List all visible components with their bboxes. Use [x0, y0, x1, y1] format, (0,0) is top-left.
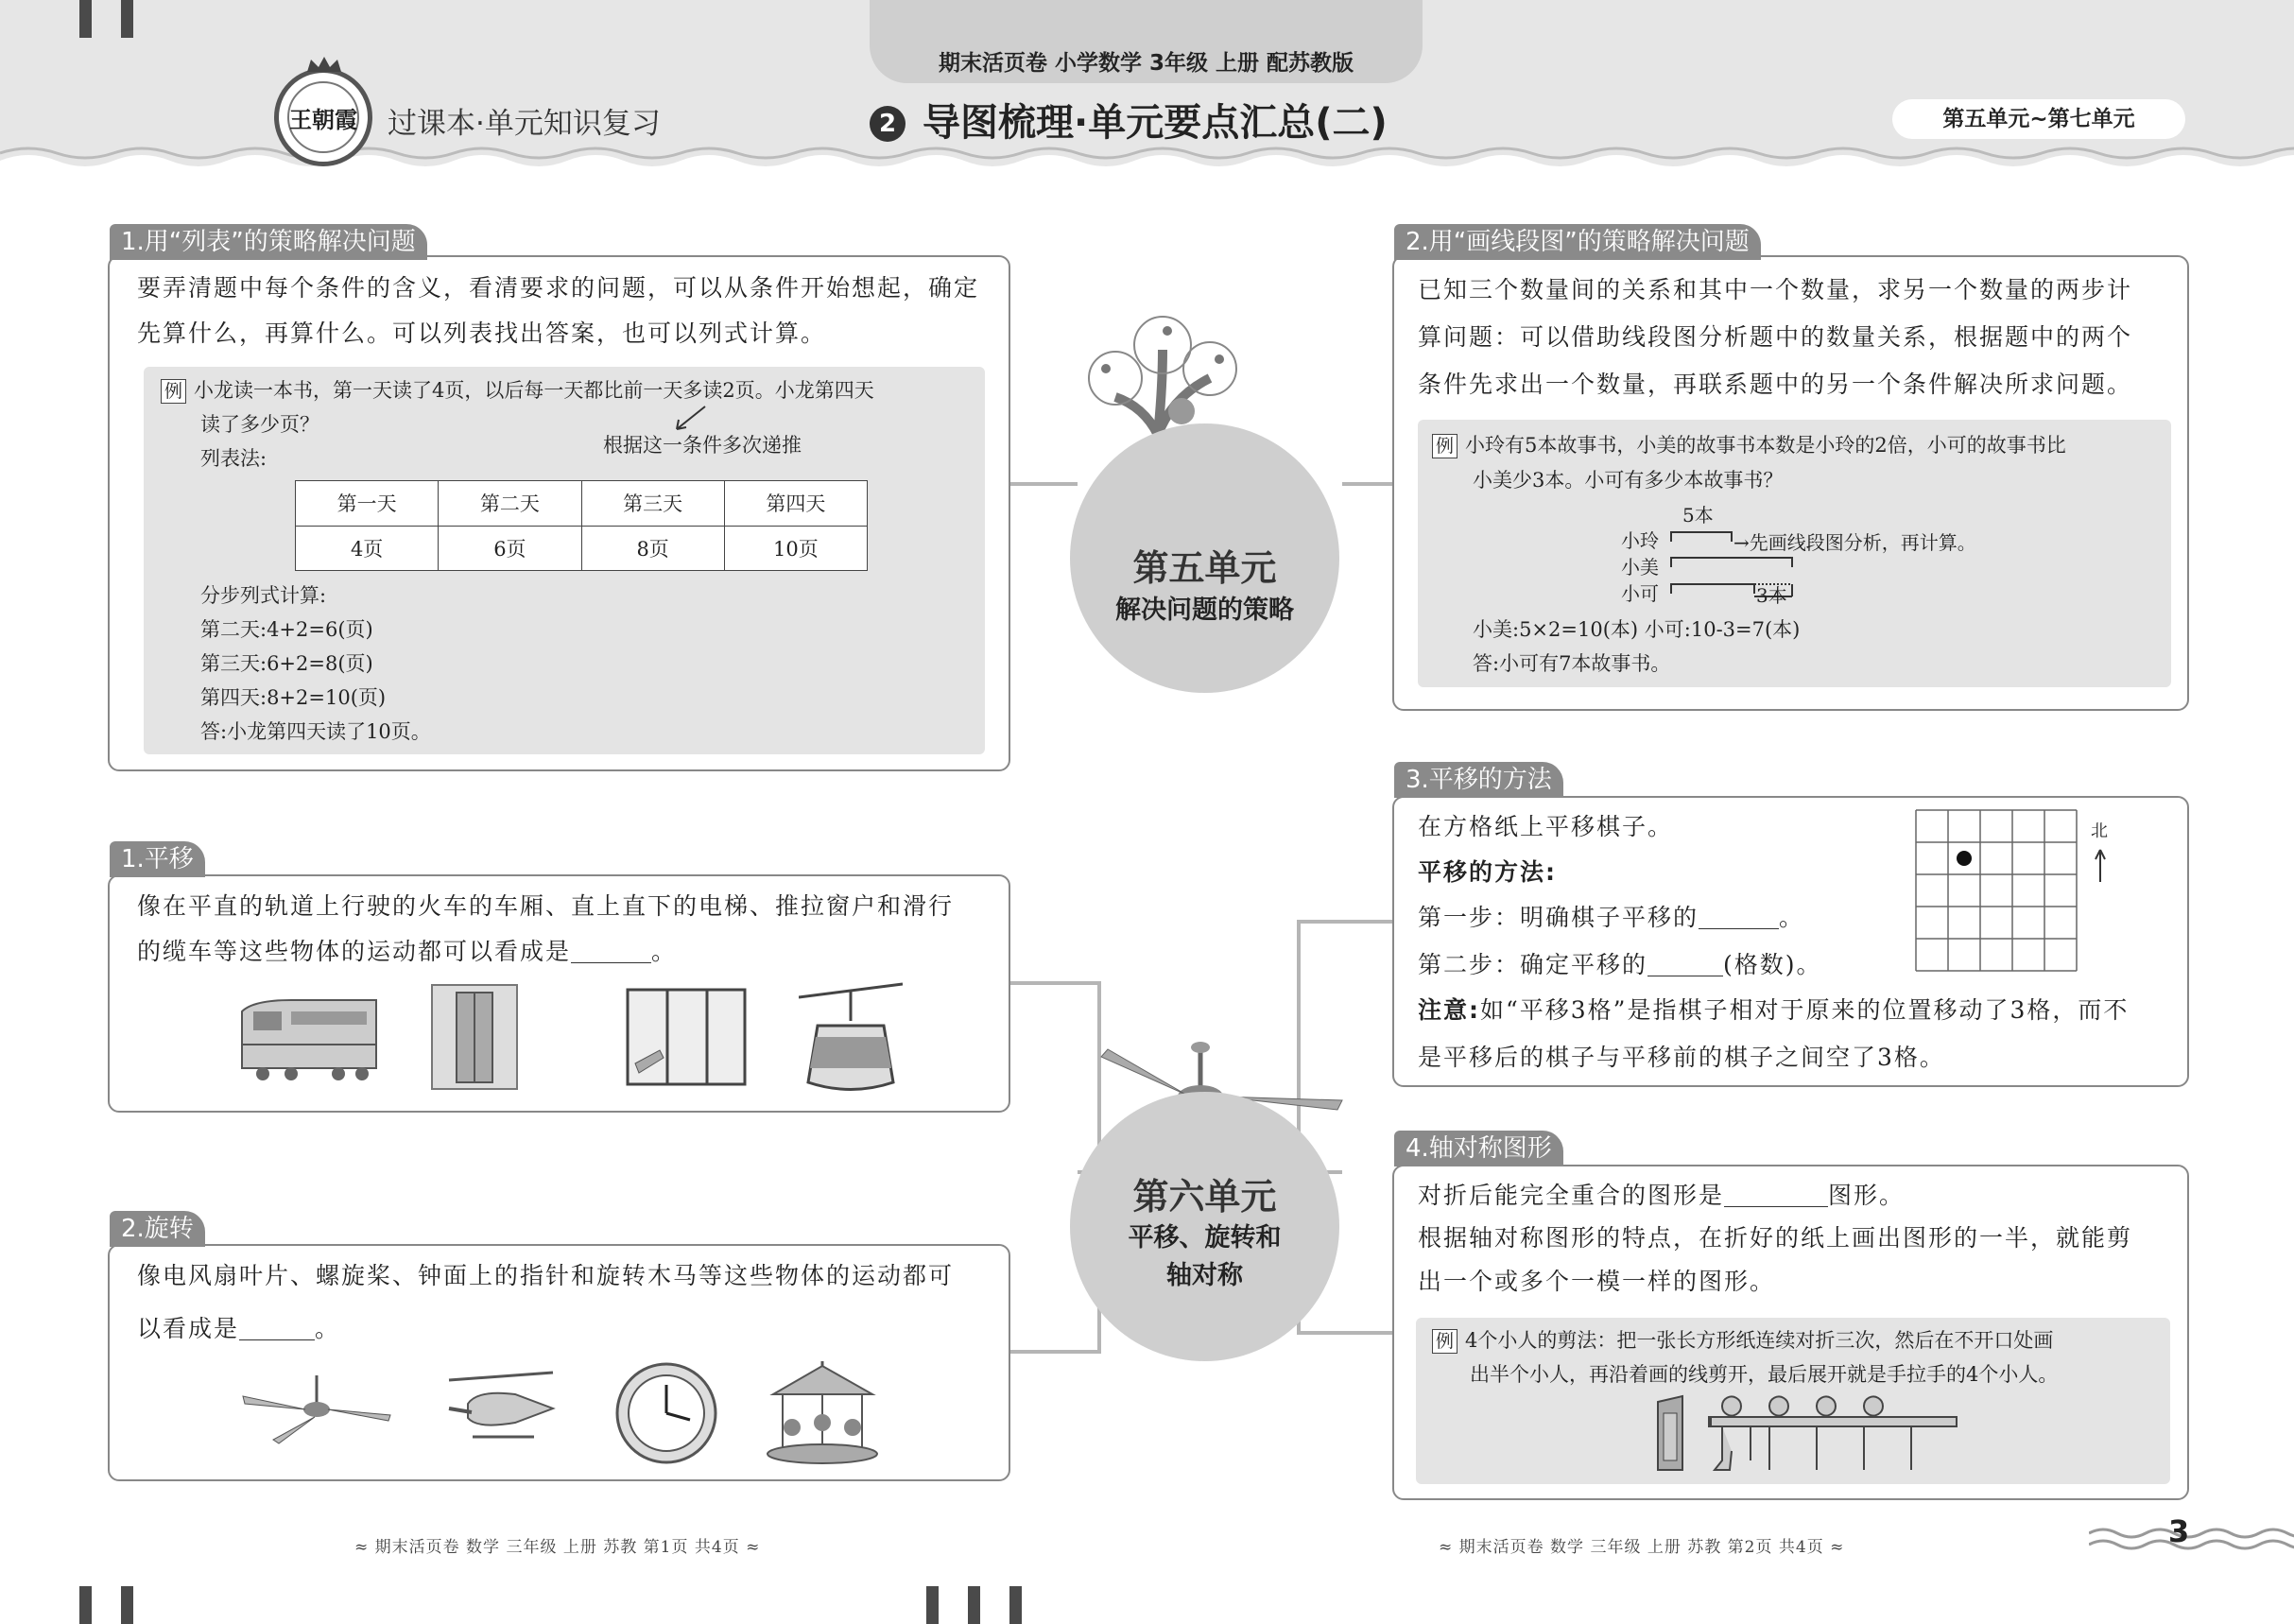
panel-text: 是平移后的棋子与平移前的棋子之间空了3格。 — [1418, 1044, 1945, 1071]
unit-range-badge: 第五单元~第七单元 — [1892, 99, 2185, 139]
diagram-name: 小玲 — [1621, 529, 1659, 552]
clock-icon — [614, 1361, 718, 1465]
panel-tab: 1.平移 — [110, 841, 205, 877]
train-icon — [234, 993, 381, 1082]
panel-text: 第一步：明确棋子平移的 。 — [1418, 904, 1805, 931]
table-cell: 6页 — [439, 526, 581, 571]
carousel-icon — [764, 1361, 882, 1465]
electric-fan-icon — [241, 1375, 392, 1446]
example-text: 例 4个小人的剪法：把一张长方形纸连续对折三次，然后在不开口处画 — [1432, 1323, 2053, 1357]
north-arrow-icon — [2093, 846, 2108, 884]
chess-piece — [1957, 851, 1972, 866]
unit6-subtitle: 轴对称 — [1166, 1261, 1243, 1290]
series-label: 期末活页卷 小学数学 3年级 上册 配苏教版 — [938, 51, 1354, 76]
example-text: 出半个小人，再沿着画的线剪开，最后展开就是手拉手的4个小人。 — [1470, 1363, 2059, 1386]
panel-tab: 2.旋转 — [110, 1211, 205, 1247]
calc-title: 分步列式计算: — [200, 584, 327, 607]
panel-text: 出一个或多个一模一样的图形。 — [1418, 1268, 1776, 1295]
panel-text: 算问题：可以借助线段图分析题中的数量关系，根据题中的两个 — [1418, 323, 2133, 351]
diagram-note: →先画线段图分析，再计算。 — [1733, 531, 1976, 554]
fill-blank — [1724, 1206, 1828, 1207]
diagram-label-top: 5本 — [1682, 504, 1714, 527]
cable-car-icon — [799, 978, 903, 1101]
panel-text: 先算什么，再算什么。可以列表找出答案，也可以列式计算。 — [137, 320, 827, 347]
table-header: 第四天 — [724, 481, 867, 527]
fill-blank — [239, 1339, 315, 1340]
fill-blank — [1699, 928, 1779, 929]
table-row — [296, 481, 868, 527]
days-table — [295, 480, 868, 571]
panel-text: 根据轴对称图形的特点，在折好的纸上画出图形的一半，就能剪 — [1418, 1224, 2133, 1252]
panel-text: 要弄清题中每个条件的含义，看清要求的问题，可以从条件开始想起，确定 — [137, 274, 980, 302]
corner-mark — [121, 1586, 133, 1624]
table-cell: 8页 — [581, 526, 724, 571]
calc-line: 小美:5×2=10(本) 小可:10-3=7(本) — [1473, 618, 1801, 641]
footer-right: ≈ 期末活页卷 数学 三年级 上册 苏教 第2页 共4页 ≈ — [1439, 1538, 1845, 1557]
table-header: 第三天 — [581, 481, 724, 527]
diagram-name: 小可 — [1621, 582, 1659, 605]
panel-tab: 2.用“画线段图”的策略解决问题 — [1394, 224, 1761, 260]
answer-line: 答:小可有7本故事书。 — [1473, 652, 1671, 675]
example-text: 例 小龙读一本书，第一天读了4页，以后每一天都比前一天多读2页。小龙第四天 — [161, 373, 874, 407]
grid-paper — [1914, 808, 2079, 978]
panel-text: 已知三个数量间的关系和其中一个数量，求另一个数量的两步计 — [1418, 276, 2133, 303]
table-row — [296, 526, 868, 571]
footer-left: ≈ 期末活页卷 数学 三年级 上册 苏教 第1页 共4页 ≈ — [354, 1538, 761, 1557]
example-label: 例 — [161, 379, 186, 404]
diagram-name: 小美 — [1621, 556, 1659, 579]
table-header: 第二天 — [439, 481, 581, 527]
calc-line: 第四天:8+2=10(页) — [200, 686, 387, 709]
calc-line: 第三天:6+2=8(页) — [200, 652, 373, 675]
paper-people-illustration — [1654, 1394, 1966, 1475]
corner-mark — [79, 1586, 92, 1624]
sliding-window-icon — [626, 988, 749, 1087]
elevator-icon — [430, 983, 520, 1092]
panel-tab: 3.平移的方法 — [1394, 762, 1563, 798]
table-cell: 4页 — [296, 526, 439, 571]
corner-mark — [968, 1586, 980, 1624]
north-label: 北 — [2091, 821, 2108, 841]
example-label: 例 — [1432, 434, 1457, 458]
panel-text: 平移的方法: — [1418, 858, 1557, 886]
example-text: 例 小玲有5本故事书，小美的故事书本数是小玲的2倍，小可的故事书比 — [1432, 428, 2066, 462]
panel-text: 像在平直的轨道上行驶的火车的车厢、直上直下的电梯、推拉窗户和滑行 — [137, 892, 955, 920]
corner-mark — [1009, 1586, 1022, 1624]
panel-text: 注意:如“平移3格”是指棋子相对于原来的位置移动了3格，而不 — [1418, 996, 2130, 1024]
example-text: 读了多少页？ — [200, 413, 319, 436]
calc-line: 第二天:4+2=6(页) — [200, 618, 373, 641]
diagram-minus-label: 3本 — [1756, 584, 1787, 607]
table-header: 第一天 — [296, 481, 439, 527]
panel-text: 的缆车等这些物体的运动都可以看成是 。 — [137, 938, 678, 965]
panel-text: 在方格纸上平移棋子。 — [1418, 813, 1674, 840]
section-title: 2 导图梳理·单元要点汇总(二) — [870, 93, 1388, 147]
page-number: 3 — [2168, 1513, 2190, 1549]
unit6-title: 第六单元 — [1132, 1176, 1277, 1218]
unit6-subtitle: 平移、旋转和 — [1128, 1223, 1282, 1253]
logo-text: 王朝霞 — [287, 81, 359, 153]
panel-text: 以看成是 。 — [137, 1315, 341, 1342]
footer-wave — [2089, 1524, 2294, 1558]
table-label: 列表法: — [200, 447, 267, 470]
panel-tab: 1.用“列表”的策略解决问题 — [110, 224, 427, 260]
section-number: 2 — [870, 106, 906, 142]
panel-text: 对折后能完全重合的图形是 图形。 — [1418, 1182, 1906, 1209]
annotation-text: 根据这一条件多次递推 — [603, 434, 802, 457]
answer-line: 答:小龙第四天读了10页。 — [200, 720, 431, 743]
helicopter-icon — [440, 1371, 562, 1451]
panel-tab: 4.轴对称图形 — [1394, 1131, 1563, 1166]
panel-text: 像电风扇叶片、螺旋桨、钟面上的指针和旋转木马等这些物体的运动都可 — [137, 1262, 955, 1289]
fill-blank — [571, 962, 651, 963]
table-cell: 10页 — [724, 526, 867, 571]
course-title: 过课本·单元知识复习 — [388, 107, 661, 141]
unit5-title: 第五单元 — [1132, 547, 1277, 589]
unit5-subtitle: 解决问题的策略 — [1115, 596, 1294, 625]
panel-text: 条件先求出一个数量，再联系题中的另一个条件解决所求问题。 — [1418, 371, 2133, 398]
example-text: 小美少3本。小可有多少本故事书？ — [1473, 469, 1784, 492]
corner-mark — [926, 1586, 939, 1624]
panel-text: 第二步：确定平移的 (格数)。 — [1418, 951, 1822, 978]
example-label: 例 — [1432, 1329, 1457, 1354]
